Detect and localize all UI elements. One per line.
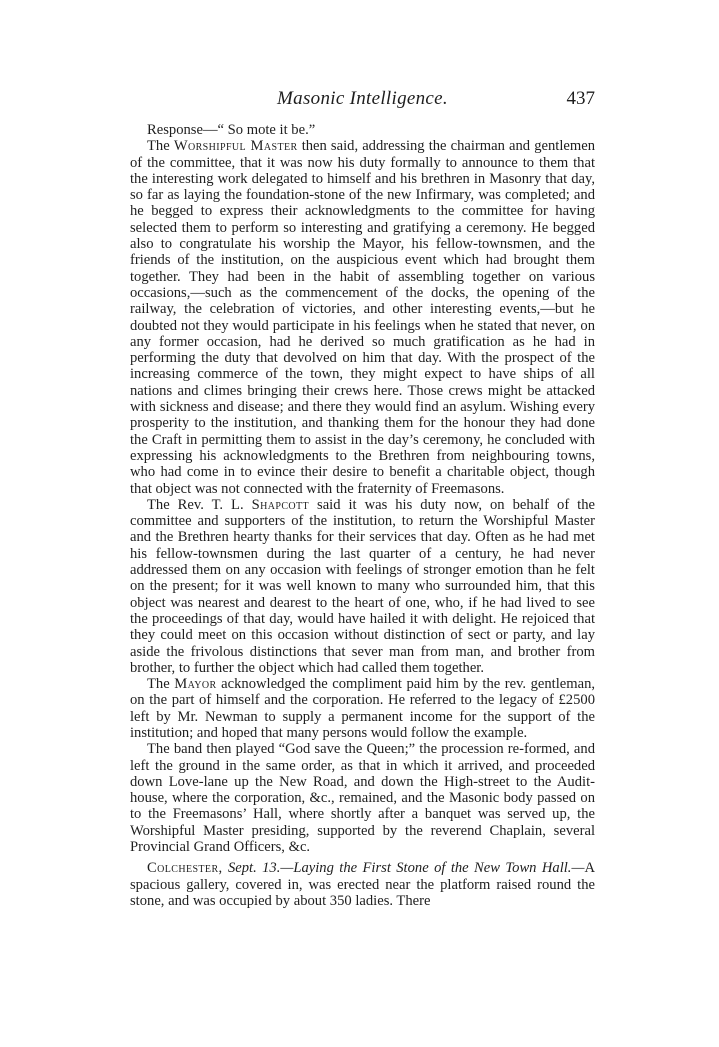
paragraph-procession: [130, 741, 595, 855]
section-heading: Sept. 13.—Laying the First Stone of the New Town Hall.—: [227, 860, 585, 877]
paragraph-colchester: [130, 860, 595, 909]
paragraph-lead: The: [147, 138, 170, 155]
paragraph-response: [130, 122, 595, 138]
paragraph-text: The band then played “God save the Queen;” the procession re-formed, and left the ground in the same order, as that in which it arrived, and proceeded down Love-lane up the New Road, and down the High-street to the Audit-house, where the corporation, &c., remained, and the Masonic body passed on to the Freemasons’ Hall, where shortly after a banquet was served up, the Worshipful Master presiding, supported by the reverend Chaplain, several Provincial Grand Officers, &c.: [130, 741, 595, 856]
paragraph-text: A spacious gallery, covered in, was erected near the platform raised round the stone, and was occupied by about 350 ladies. There: [130, 860, 595, 909]
speaker-name: Shapcott: [251, 496, 310, 513]
paragraph-lead: The Rev. T. L.: [147, 496, 244, 513]
speaker-name: Mayor: [174, 676, 217, 693]
running-head: [130, 88, 595, 114]
running-title: Masonic Intelligence.: [277, 88, 448, 109]
paragraph-worshipful-master: [130, 138, 595, 497]
place-name: Colchester,: [147, 860, 223, 877]
paragraph-text: then said, addressing the chairman and gentlemen of the committee, that it was now his duty formally to announce to them that the interesting work delegated to himself and his brethren in Masonry that day, so far as laying the foundation-stone of the new Infirmary, was completed; and he begged to express their acknowledgments to the committee for having selected them to perform so interesting and gratifying a ceremony. He begged also to congratulate his worship the Mayor, his fellow-townsmen, and the friends of the institution, on the auspicious event which had brought them together. They had been in the habit of assembling together on various occasions,—such as the commencement of the docks, the opening of the railway, the celebration of victories, and other interesting events,—but he doubted not they would participate in his feelings when he stated that never, on any former occasion, had he derived so much gratification as he had in performing the duty that devolved on him that day. With the prospect of the increasing commerce of the town, they might expect to have ships of all nations and climes bringing their crews here. Those crews might be attacked with sickness and disease; and there they would find an asylum. Wishing every prosperity to the institution, and thanking them for the honour they had done the Craft in permitting them to assist in the day’s ceremony, he concluded with expressing his acknowledgments to the Brethren from neighbouring towns, who had come in to evince their desire to benefit a charitable object, though that object was not connected with the fraternity of Freemasons.: [130, 138, 595, 497]
paragraph-text: Response—“ So mote it be.”: [147, 122, 316, 138]
paragraph-text: acknowledged the compliment paid him by the rev. gentleman, on the part of himself and the corporation. He referred to the legacy of £2500 left by Mr. Newman to supply a permanent income for the support of the institution; and hoped that many persons would follow the example.: [130, 676, 596, 741]
paragraph-mayor: [130, 676, 595, 741]
page-number: 437: [566, 88, 595, 109]
paragraph-shapcott: [130, 497, 595, 676]
paragraph-text: said it was his duty now, on behalf of the committee and supporters of the institution, to return the Worshipful Master and the Brethren hearty thanks for their services that day. Often as he had met his fellow-townsmen during the last quarter of a century, he had never addressed them on any occasion with feelings of stronger emotion than he felt on the present; for it was well known to many who surrounded him, that this object was nearest and dearest to the heart of one, who, if he had lived to see the proceedings of that day, would have hailed it with delight. He rejoiced that they could meet on this occasion without distinction of sect or party, and lay aside the frivolous distinctions that sever man from man, and brother from brother, to further the object which had called them together.: [130, 496, 595, 676]
body-text: [130, 122, 595, 909]
paragraph-lead: The: [147, 676, 170, 693]
speaker-name: Worshipful Master: [173, 138, 298, 155]
